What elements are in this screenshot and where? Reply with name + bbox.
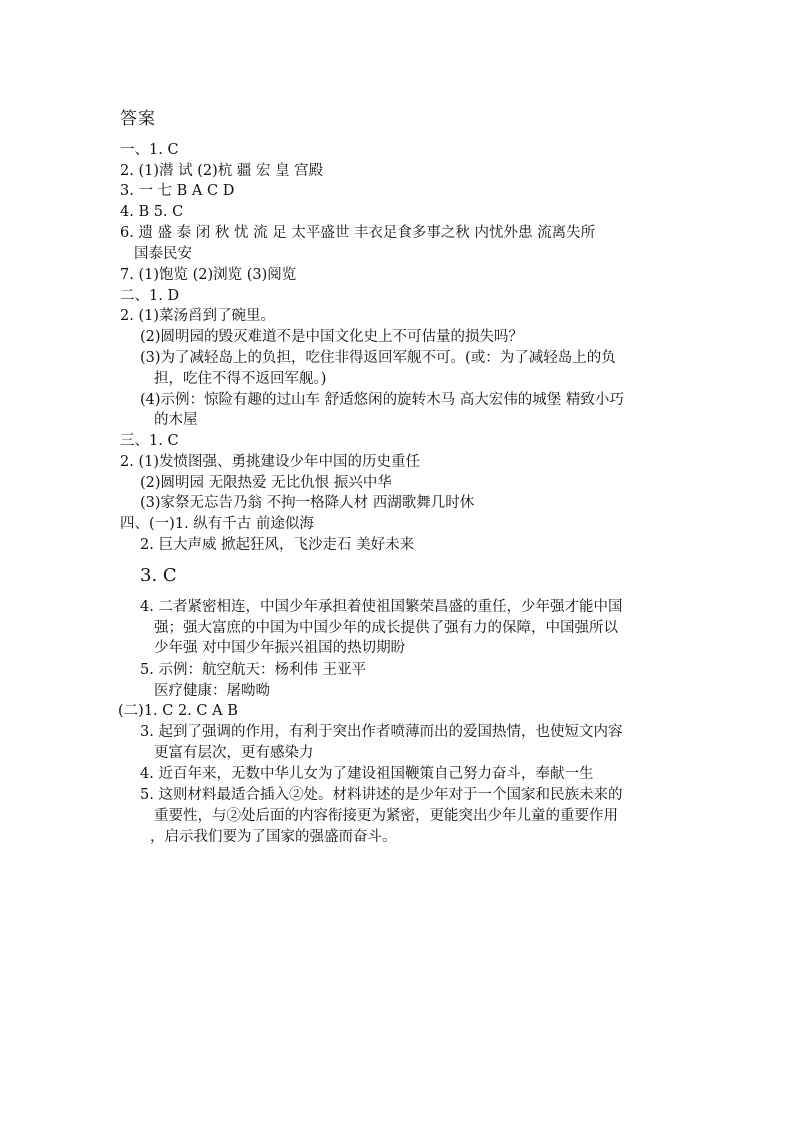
answer-line: 一、1. C [120,142,179,158]
answer-line: 的木屋 [154,412,198,428]
answer-line: 重要性，与②处后面的内容衔接更为紧密，更能突出少年儿童的重要作用 [154,808,618,824]
answer-line: 7. (1)饱览 (2)浏览 (3)阅览 [120,267,297,283]
answer-line: 4. 近百年来，无数中华儿女为了建设祖国鞭策自己努力奋斗，奉献一生 [140,766,594,782]
answer-line: 3. C [140,565,177,586]
answer-line: ，启示我们要为了国家的强盛而奋斗。 [150,829,397,845]
answer-line: 更富有层次，更有感染力 [154,745,314,761]
answer-line: 二、1. D [120,288,180,304]
answer-line: 4. 二者紧密相连，中国少年承担着使祖国繁荣昌盛的重任，少年强才能中国 [140,599,623,615]
answer-line: 少年强 对中国少年振兴祖国的热切期盼 [154,640,406,656]
answer-line: 3. 一 七 B A C D [120,183,235,199]
answer-line: (3)为了减轻岛上的负担，吃住非得返回军舰不可。(或：为了减轻岛上的负 [140,350,616,366]
answer-line: 医疗健康：屠呦呦 [154,683,270,699]
answer-line: (4)示例：惊险有趣的过山车 舒适悠闲的旋转木马 高大宏伟的城堡 精致小巧 [140,392,624,408]
answer-line: 2. (1)潜 试 (2)杭 疆 宏 皇 宫殿 [120,163,324,179]
answer-line: 2. (1)菜汤舀到了碗里。 [120,308,275,324]
answer-line: 6. 遗 盛 泰 闭 秋 忧 流 足 太平盛世 丰衣足食多事之秋 内忧外患 流离失所 [120,225,596,241]
answer-line: (3)家祭无忘告乃翁 不拘一格降人材 西湖歌舞几时休 [140,495,475,511]
answer-line: (二)1. C 2. C A B [118,703,238,719]
answer-line: 5. 这则材料最适合插入②处。材料讲述的是少年对于一个国家和民族未来的 [140,787,623,803]
answer-line: 强；强大富庶的中国为中国少年的成长提供了强有力的保障，中国强所以 [154,620,618,636]
answer-line: 2. 巨大声威 掀起狂风，飞沙走石 美好未来 [140,537,415,553]
answer-line: 国泰民安 [134,246,192,262]
answer-line: 三、1. C [120,433,179,449]
answer-line: 5. 示例：航空航天：杨利伟 王亚平 [140,662,367,678]
answer-line: 四、(一)1. 纵有千古 前途似海 [120,516,314,532]
answer-line: 4. B 5. C [120,204,184,220]
answer-line: (2)圆明园的毁灭难道不是中国文化史上不可估量的损失吗？ [140,329,524,345]
answer-line: 担，吃住不得不返回军舰。) [154,371,327,387]
answer-line: 3. 起到了强调的作用，有利于突出作者喷薄而出的爱国热情，也使短文内容 [140,724,623,740]
page-title: 答案 [120,109,156,129]
answer-line: (2)圆明园 无限热爱 无比仇恨 振兴中华 [140,475,392,491]
answer-line: 2. (1)发愤图强、勇挑建设少年中国的历史重任 [120,454,420,470]
